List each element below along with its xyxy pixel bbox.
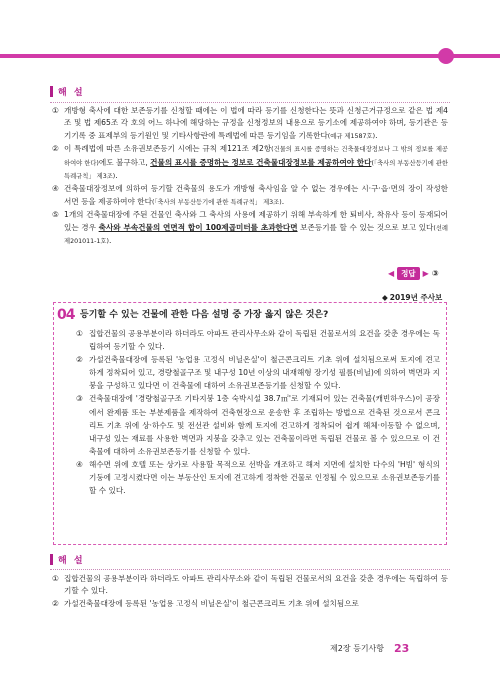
header-rule-dot bbox=[438, 48, 454, 64]
explanation-body bbox=[52, 105, 448, 248]
diamond-icon: ◆ bbox=[382, 293, 388, 302]
list-item bbox=[52, 183, 448, 209]
text-run: . bbox=[108, 236, 112, 246]
text-run: (「축사의 부동산등기에 관한 특례규칙」 제3조) bbox=[151, 198, 282, 206]
section-divider bbox=[50, 102, 450, 103]
answer-value: ③ bbox=[431, 269, 439, 278]
section-divider-2 bbox=[50, 569, 450, 570]
item-number: ① bbox=[52, 106, 59, 115]
answer-indicator bbox=[388, 267, 439, 280]
list-item bbox=[52, 143, 448, 183]
text-run: . bbox=[281, 196, 285, 206]
list-item bbox=[76, 353, 440, 392]
text-run: (건물의 표시를 증명하는 건축물대장정보나 그 밖의 정보를 제공하여야 한다) bbox=[64, 146, 448, 167]
text-run: 1개의 건축물대장에 주된 건물인 축사와 그 축사의 사용에 제공하기 위해 부속하게 한 퇴비사, 착유사 등이 등재되어 있는 경우 bbox=[64, 210, 448, 232]
triangle-right-icon: ▶ bbox=[422, 269, 429, 278]
item-text bbox=[64, 105, 448, 143]
text-run: 이 특례법에 따른 소유권보존등기 시에는 규칙 제121조 제2항 bbox=[64, 144, 272, 154]
list-item bbox=[52, 573, 448, 598]
answer-label: 정답 bbox=[397, 267, 420, 280]
item-number: ① bbox=[76, 329, 83, 338]
text-run: 건축물대장정보에 의하여 등기할 건축물의 용도가 개방형 축사임을 알 수 없는 경우에는 시·구·읍·면의 장이 작성한 서면 등을 제공하여야 한다 bbox=[64, 184, 448, 206]
text-run: (선례 제201011-1호) bbox=[64, 224, 449, 246]
explanation-label-2: 해 설 bbox=[50, 552, 85, 566]
list-item bbox=[52, 105, 448, 143]
text-run: . bbox=[115, 171, 118, 181]
item-number: ③ bbox=[76, 394, 83, 404]
list-item bbox=[76, 458, 440, 497]
page-number: 23 bbox=[394, 642, 410, 655]
text-run: 건물의 표시를 증명하는 정보로 건축물대장정보를 제공하여야 한다 bbox=[150, 157, 372, 167]
list-item bbox=[76, 327, 440, 353]
text-run: 에도 불구하고, bbox=[98, 157, 151, 167]
item-text: 집합건물의 공용부분이라 하더라도 아파트 관리사무소와 같이 독립된 건물로서의 요건을 갖춘 경우에는 독립하여 등기할 수 있다. bbox=[89, 329, 440, 352]
page-footer bbox=[330, 642, 409, 655]
text-run: 개방형 축사에 대한 보존등기를 신청할 때에는 이 법에 따라 등기를 신청한다는 뜻과 신청근거규정으로 같은 법 제4조 및 법 제65조 각 호의 어느 하나에 해당하는 규정을 신청정보의 내용으로 등기소에 제공하여야 하며, 등기관은 등기기록 중 표제부의 등기원인 및 기타사항란에 특례법에 따른 등기임을 기록한다 bbox=[64, 106, 448, 140]
text-run: (예규 제1587호) bbox=[327, 132, 376, 140]
item-number: ④ bbox=[52, 184, 59, 194]
question-number: 04 bbox=[57, 307, 75, 323]
list-item bbox=[52, 209, 448, 248]
label-bar bbox=[50, 554, 53, 565]
text-run: . bbox=[375, 130, 378, 140]
label-bar bbox=[50, 86, 53, 97]
list-item bbox=[76, 392, 440, 457]
item-text: 가설건축물대장에 등록된 '농업용 고정식 비닐온실'이 철근콘크리트 기초 위에 설치됨으로써 토지에 견고하게 정착되어 있고, 경량철골구조 및 내구성 10년 이상의 내재해형 장기성 필름(비닐)에 의하여 벽면과 지붕을 구성하고 있다면 이 건축물에 대하여 소유권보존등기를 신청할 수 있다. bbox=[89, 355, 440, 391]
item-number: ② bbox=[76, 355, 83, 365]
item-text bbox=[64, 209, 448, 248]
list-item bbox=[52, 598, 448, 610]
item-number: ④ bbox=[76, 459, 83, 469]
item-text bbox=[64, 143, 448, 183]
item-number: ② bbox=[52, 598, 59, 608]
year-tag: ◆ 2019년 주사보 bbox=[382, 293, 443, 302]
item-text bbox=[64, 183, 448, 209]
item-text: 가설건축물대장에 등록된 '농업용 고정식 비닐온실'이 철근콘크리트 기초 위에 설치됨으로 bbox=[64, 598, 359, 608]
explanation-label: 해 설 bbox=[50, 84, 85, 98]
text-run: 보존등기를 할 수 있는 것으로 보고 있다 bbox=[297, 222, 434, 232]
item-text: 해수면 위에 호텔 또는 상가로 사용할 목적으로 선박을 개조하고 해저 지면에 설치한 다수의 'H빔' 형식의 기둥에 고정시켰다면 이는 부동산인 토지에 견고하게 정착한 건물로 인정될 수 있으므로 소유권보존등기를 할 수 있다. bbox=[89, 459, 440, 496]
item-text: 건축물대장에 '경량철골구조 기타지붕 1층 숙박시설 38.7㎡'로 기재되어 있는 건축물(캐빈하우스)이 공장에서 완제품 또는 부분제품을 제작하여 건축현장으로 운송한 후 조립하는 방법으로 건축된 것으로서 콘크리트 기초 위에 상·하수도 및 전선관 설비와 함께 토지에 견고하게 정착되어 쉽게 해체·이동할 수 없으며, 내구성 있는 재료를 사용한 벽면과 지붕을 갖추고 있는 건축물이라면 독립된 건물로 볼 수 있으므로 이 건축물에 대하여 소유권보존등기를 신청할 수 있다. bbox=[89, 394, 440, 456]
item-text: 집합건물의 공용부분이라 하더라도 아파트 관리사무소와 같이 독립된 건물로서의 요건을 갖춘 경우에는 독립하여 등기할 수 있다. bbox=[64, 574, 448, 596]
item-number: ① bbox=[52, 574, 59, 583]
chapter-title: 제2장 등기사항 bbox=[330, 644, 385, 653]
question-text: 등기할 수 있는 건물에 관한 다음 설명 중 가장 옳지 않은 것은? bbox=[80, 310, 329, 320]
item-number: ⑤ bbox=[52, 210, 59, 220]
header-rule bbox=[0, 54, 500, 58]
text-run: (「축사의 부동산등기에 관한 특례규칙」 제3조) bbox=[64, 159, 448, 181]
question-options bbox=[76, 327, 440, 497]
triangle-left-icon: ◀ bbox=[388, 269, 395, 278]
item-number: ② bbox=[52, 144, 59, 154]
explanation-body-2 bbox=[52, 573, 448, 610]
text-run: 축사와 부속건물의 연면적 합이 100제곱미터를 초과한다면 bbox=[98, 222, 298, 232]
